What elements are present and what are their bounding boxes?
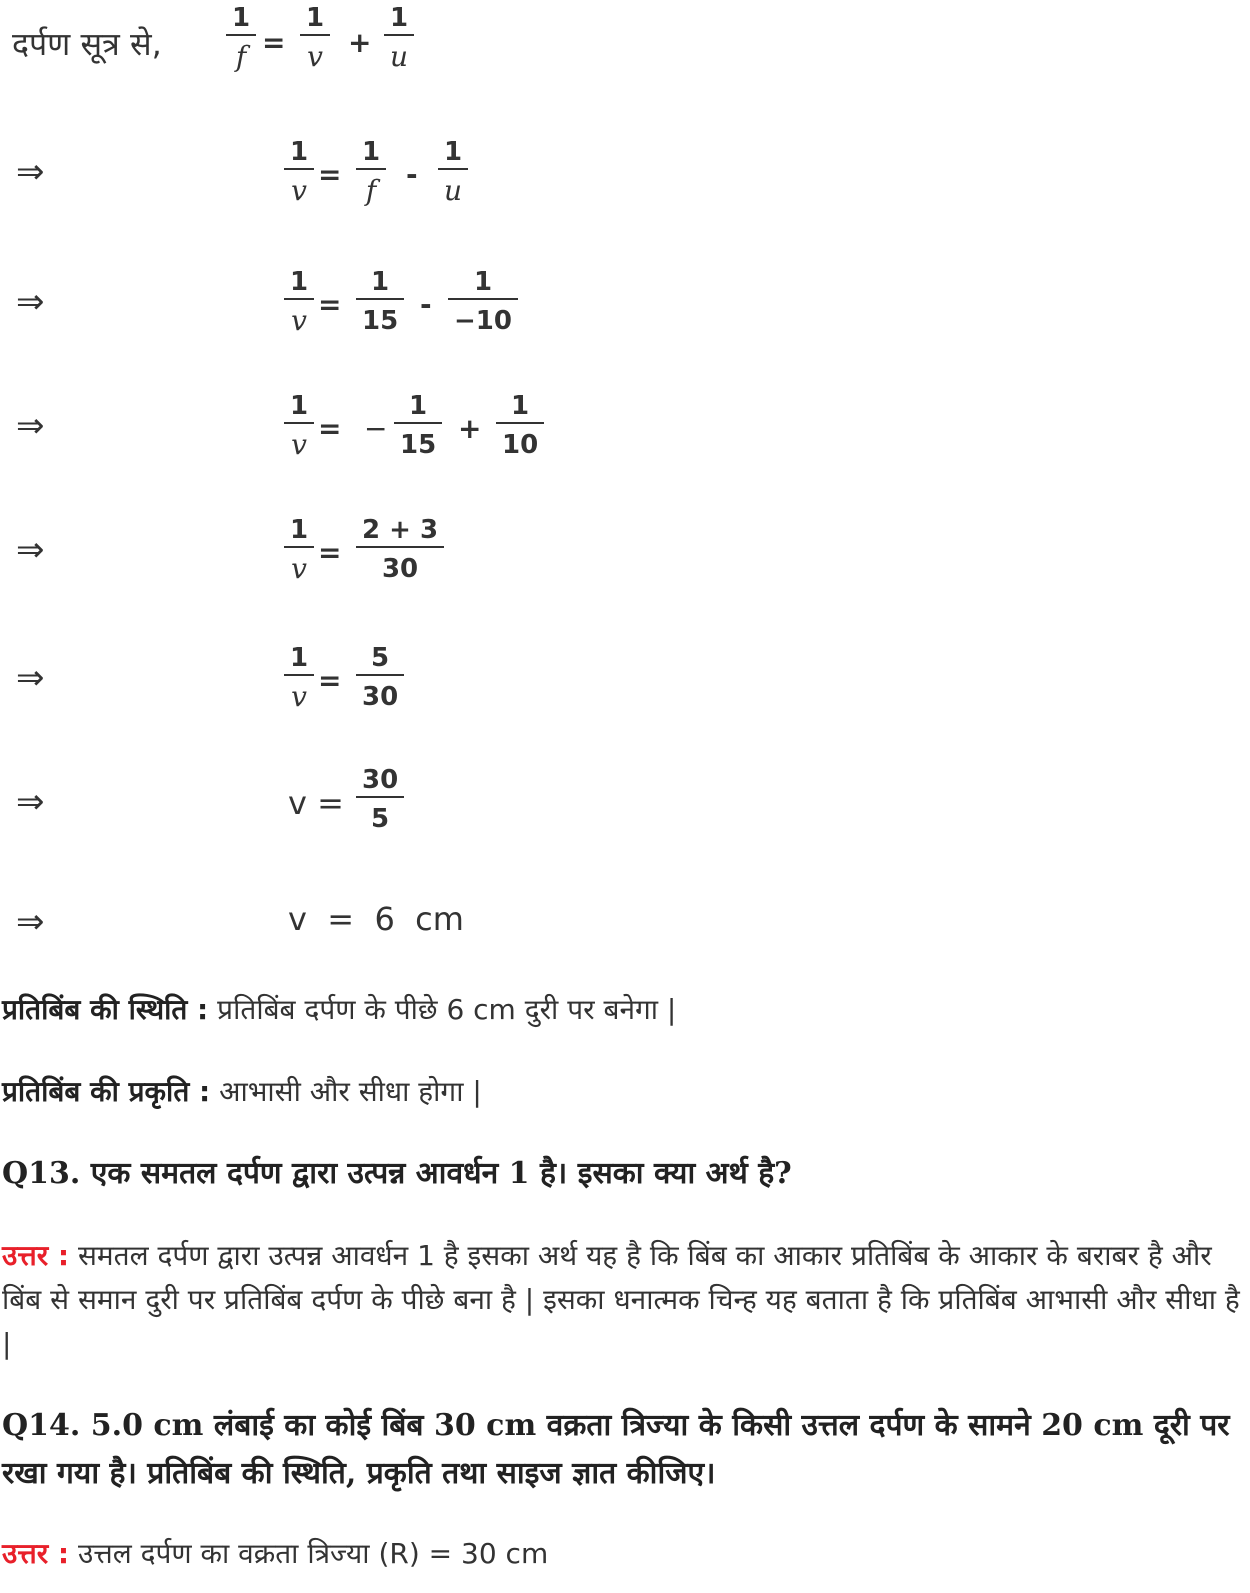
equals-sign: = [318,288,342,321]
image-nature-text: आभासी और सीधा होगा | [219,1075,482,1108]
numerator: 1 [511,391,530,421]
fraction-1-over-f [226,2,256,74]
numerator: 1 [290,643,309,673]
denominator: v [291,680,307,713]
numerator: 1 [371,267,390,297]
q14-answer [2,1532,1242,1576]
image-nature-label: प्रतिबिंब की प्रकृति : [2,1075,211,1108]
numerator: 5 [371,643,390,673]
equals-sign: = [318,158,342,191]
implies-arrow: ⇒ [16,658,45,698]
fraction-1-over-10 [496,390,544,462]
q13-answer [2,1234,1242,1366]
denominator: 30 [381,554,419,584]
minus-sign: - [406,158,418,191]
fraction-2-plus-3-over-30 [356,514,444,586]
denominator: v [291,552,307,585]
denominator: 15 [362,306,399,336]
numerator: 1 [232,3,251,33]
answer-label: उत्तर : [2,1239,70,1272]
denominator: v [291,428,307,461]
fraction-1-over-f [356,136,386,208]
image-position-label: प्रतिबिंब की स्थिति : [2,993,209,1026]
q13-question: Q13. एक समतल दर्पण द्वारा उत्पन्न आवर्धन 1 है। इसका क्या अर्थ है? [2,1156,792,1191]
implies-arrow: ⇒ [16,152,45,192]
implies-arrow: ⇒ [16,902,45,942]
denominator: u [444,174,463,207]
fraction-1-over-v [284,266,314,338]
numerator: 30 [362,765,399,795]
numerator: 1 [390,3,409,33]
denominator: 10 [502,430,539,460]
image-position-text: प्रतिबिंब दर्पण के पीछे 6 cm दुरी पर बनेगा | [217,993,677,1026]
equals-sign: = [318,412,342,445]
denominator: 5 [371,804,390,834]
denominator: f [365,174,377,207]
denominator: v [291,174,307,207]
numerator: 1 [290,515,309,545]
numerator: 1 [362,137,381,167]
denominator: −10 [454,306,512,336]
q14-answer-text: उत्तल दर्पण का वक्रता त्रिज्या (R) = 30 cm [78,1537,549,1570]
denominator: u [390,40,409,73]
negative-sign: − [364,412,388,445]
formula-intro: दर्पण सूत्र से, [12,25,162,63]
answer-label: उत्तर : [2,1537,70,1570]
denominator: 30 [362,682,399,712]
fraction-1-over-15 [394,390,442,462]
denominator: v [291,304,307,337]
fraction-1-over-v [300,2,330,74]
numerator: 1 [290,267,309,297]
fraction-1-over-15 [356,266,404,338]
fraction-1-over-v [284,642,314,714]
result-v-6cm: v = 6 cm [288,900,464,938]
image-position [2,988,1242,1032]
fraction-1-over-v [284,136,314,208]
q13-answer-text: समतल दर्पण द्वारा उत्पन्न आवर्धन 1 है इसका अर्थ यह है कि बिंब का आकार प्रतिबिंब के आकार के बराबर है और बिंब से समान दुरी पर प्रतिबिंब दर्पण के पीछे बना है | इसका धनात्मक चिन्ह यह बताता है कि प्रतिबिंब आभासी और सीधा है | [2,1239,1240,1360]
fraction-1-over-v [284,390,314,462]
implies-arrow: ⇒ [16,530,45,570]
plus-sign: + [458,412,482,445]
denominator: 15 [400,430,437,460]
implies-arrow: ⇒ [16,282,45,322]
q14-question: Q14. 5.0 cm लंबाई का कोई बिंब 30 cm वक्रता त्रिज्या के किसी उत्तल दर्पण के सामने 20 cm दूरी पर रखा गया है। प्रतिबिंब की स्थिति, प्रकृति तथा साइज ज्ञात कीजिए। [2,1408,1230,1491]
equals-sign: = [318,664,342,697]
plus-sign: + [348,26,372,59]
fraction-1-over-u [384,2,414,74]
fraction-1-over-minus-10 [448,266,518,338]
implies-arrow: ⇒ [16,782,45,822]
fraction-5-over-30 [356,642,404,714]
denominator: f [235,40,247,73]
numerator: 1 [473,267,493,297]
implies-arrow: ⇒ [16,406,45,446]
numerator: 1 [290,137,309,167]
numerator: 1 [306,3,325,33]
numerator: 2 + 3 [362,515,439,545]
image-nature [2,1070,1242,1114]
equals-sign: = [262,26,286,59]
numerator: 1 [290,391,309,421]
fraction-30-over-5 [356,764,404,836]
minus-sign: - [420,288,432,321]
denominator: v [307,40,323,73]
fraction-1-over-v [284,514,314,586]
fraction-1-over-u [438,136,468,208]
numerator: 1 [444,137,463,167]
v-equals: v = [288,784,344,822]
equals-sign: = [318,536,342,569]
numerator: 1 [409,391,428,421]
